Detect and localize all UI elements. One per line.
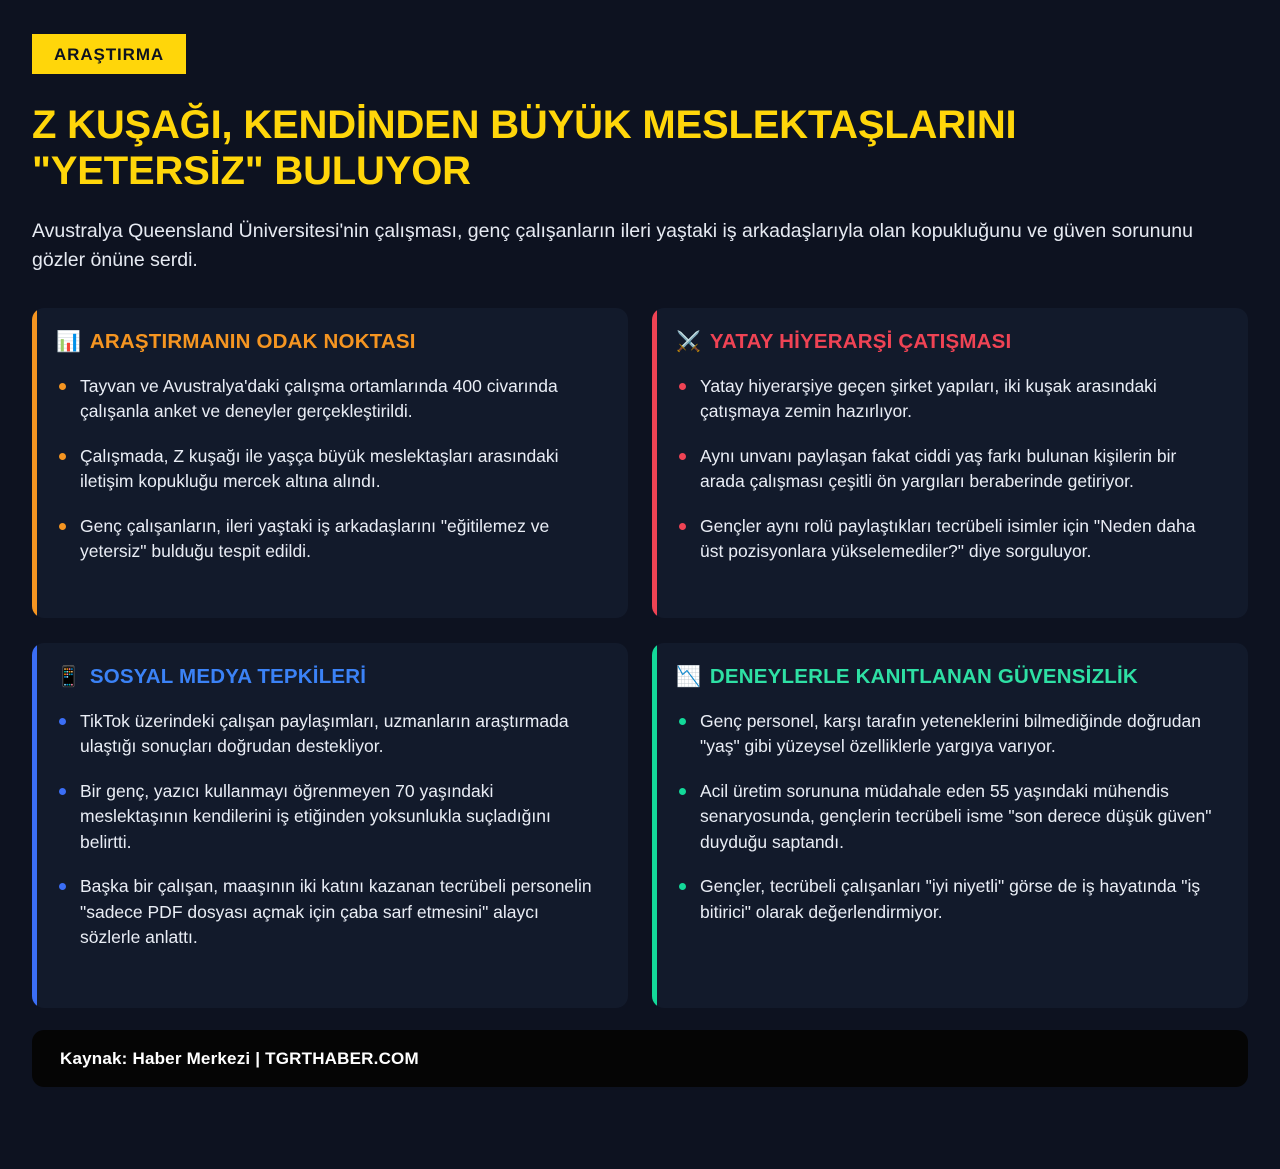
bullet-dot-icon — [59, 383, 66, 390]
bullet-dot-icon — [679, 383, 686, 390]
bullet-text: Acil üretim sorununa müdahale eden 55 yaşındaki mühendis senaryosunda, gençlerin tecrübeli isme "son derece düşük güven" duyduğu saptandı. — [700, 780, 1212, 852]
crossed-swords-icon: ⚔️ — [676, 331, 701, 354]
bullet-item — [676, 779, 1222, 856]
card-arastirmanin-odak-noktasi — [32, 308, 628, 618]
card-header — [676, 665, 1222, 690]
card-title: ARAŞTIRMANIN ODAK NOKTASI — [89, 330, 416, 354]
bullet-text: Gençler, tecrübeli çalışanları "iyi niyetli" görse de iş hayatında "iş bitirici" olarak değerlendirmiyor. — [700, 876, 1201, 922]
page-title: Z KUŞAĞI, KENDİNDEN BÜYÜK MESLEKTAŞLARINI "YETERSİZ" BULUYOR — [32, 103, 1017, 194]
bullet-dot-icon — [679, 453, 686, 460]
bullet-dot-icon — [679, 523, 686, 530]
bullet-item — [676, 374, 1222, 425]
bullet-text: Bir genç, yazıcı kullanmayı öğrenmeyen 70 yaşındaki meslektaşının kendilerini iş etiğinden yoksunlukla suçladığını belirtti. — [80, 780, 551, 852]
bullet-item — [56, 709, 602, 760]
bullet-text: Gençler aynı rolü paylaştıkları tecrübeli isimler için "Neden daha üst pozisyonlara yükselemediler?" diye sorguluyor. — [700, 515, 1196, 562]
bullet-item — [676, 444, 1222, 495]
bullet-text: Başka bir çalışan, maaşının iki katını kazanan tecrübeli personelin "sadece PDF dosyası açmak için çaba sarf etmesini" alaycı sözlerle anlattı. — [80, 876, 592, 948]
bullet-dot-icon — [59, 718, 66, 725]
card-header — [676, 330, 1222, 355]
cards-grid — [32, 308, 1248, 1008]
card-bullet-list — [676, 374, 1222, 565]
bullet-text: TikTok üzerindeki çalışan paylaşımları, uzmanların araştırmada ulaştığı sonuçları doğrudan destekliyor. — [80, 710, 569, 757]
bullet-dot-icon — [679, 718, 686, 725]
bullet-text: Genç personel, karşı tarafın yeteneklerini bilmediğinde doğrudan "yaş" gibi yüzeysel özelliklerle yargıya varıyor. — [700, 710, 1201, 757]
card-accent-bar — [32, 308, 37, 618]
page-subtitle: Avustralya Queensland Üniversitesi'nin çalışması, genç çalışanların ileri yaştaki iş arkadaşlarıyla olan kopukluğunu ve güven sorununu gözler önüne serdi. — [32, 219, 1193, 272]
bullet-dot-icon — [679, 883, 686, 890]
bullet-item — [56, 779, 602, 856]
card-bullet-list — [676, 709, 1222, 926]
card-accent-bar — [32, 643, 37, 1008]
bar-chart-icon: 📊 — [56, 331, 81, 354]
bullet-dot-icon — [679, 788, 686, 795]
bullet-item — [676, 874, 1222, 925]
bullet-item — [56, 514, 602, 565]
card-header — [56, 330, 602, 355]
bullet-item — [676, 709, 1222, 760]
card-deneylerle-kanitlanan-guvensizlik — [652, 643, 1248, 1008]
bullet-dot-icon — [59, 788, 66, 795]
card-title: DENEYLERLE KANITLANAN GÜVENSİZLİK — [709, 665, 1138, 689]
card-accent-bar — [652, 308, 657, 618]
card-header — [56, 665, 602, 690]
mobile-phone-icon: 📱 — [56, 666, 81, 689]
bullet-item — [56, 874, 602, 951]
bullet-text: Yatay hiyerarşiye geçen şirket yapıları, iki kuşak arasındaki çatışmaya zemin hazırlıyor. — [700, 375, 1157, 422]
card-accent-bar — [652, 643, 657, 1008]
bullet-text: Aynı unvanı paylaşan fakat ciddi yaş farkı bulunan kişilerin bir arada çalışması çeşitli ön yargıları beraberinde getiriyor. — [700, 445, 1177, 492]
card-title: YATAY HİYERARŞİ ÇATIŞMASI — [709, 330, 1012, 354]
source-text: Kaynak: Haber Merkezi | TGRTHABER.COM — [60, 1048, 419, 1068]
card-title: SOSYAL MEDYA TEPKİLERİ — [89, 665, 367, 689]
bullet-dot-icon — [59, 523, 66, 530]
bullet-text: Çalışmada, Z kuşağı ile yaşça büyük meslektaşları arasındaki iletişim kopukluğu mercek altına alındı. — [80, 445, 559, 492]
bullet-text: Genç çalışanların, ileri yaştaki iş arkadaşlarını "eğitilemez ve yetersiz" bulduğu tespit edildi. — [80, 515, 550, 562]
card-bullet-list — [56, 709, 602, 951]
bullet-dot-icon — [59, 883, 66, 890]
source-footer — [32, 1030, 1248, 1087]
category-badge: ARAŞTIRMA — [32, 34, 186, 74]
card-yatay-hiyerarsi-catismasi — [652, 308, 1248, 618]
bullet-item — [56, 374, 602, 425]
bullet-item — [676, 514, 1222, 565]
bullet-item — [56, 444, 602, 495]
bullet-dot-icon — [59, 453, 66, 460]
chart-decreasing-icon: 📉 — [676, 666, 701, 689]
card-sosyal-medya-tepkileri — [32, 643, 628, 1008]
card-bullet-list — [56, 374, 602, 565]
bullet-text: Tayvan ve Avustralya'daki çalışma ortamlarında 400 civarında çalışanla anket ve deneyler gerçekleştirildi. — [80, 375, 558, 422]
